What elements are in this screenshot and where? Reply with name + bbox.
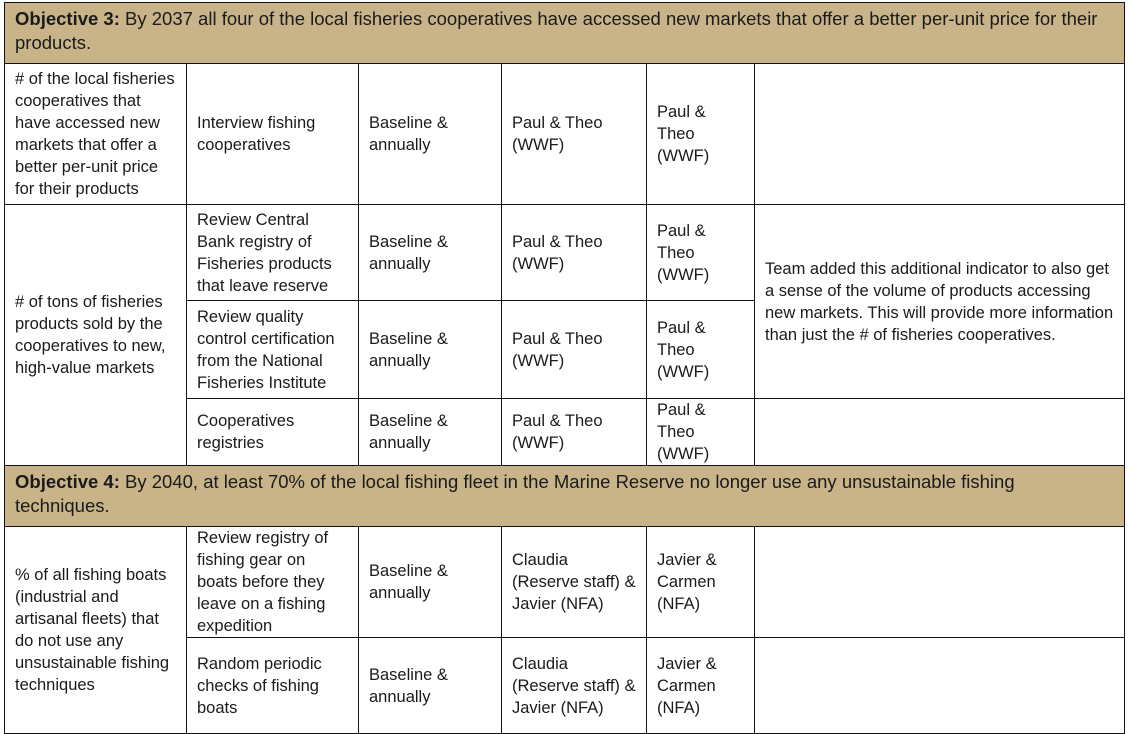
monitoring-plan-table xyxy=(4,2,1125,734)
method-cell: Review registry of fishing gear on boats before they leave on a fishing expedition xyxy=(187,527,359,638)
method-cell: Random periodic checks of fishing boats xyxy=(187,638,359,734)
timing-cell: Baseline & annually xyxy=(359,638,502,734)
method-cell: Interview fishing cooperatives xyxy=(187,64,359,205)
objective-4-text: By 2040, at least 70% of the local fishing fleet in the Marine Reserve no longer use any unsustainable fishing techniques. xyxy=(15,471,1015,516)
objective-3-label: Objective 3: xyxy=(15,8,120,29)
who-cell: Claudia (Reserve staff) & Javier (NFA) xyxy=(502,638,647,734)
table-row xyxy=(5,205,1125,301)
responsible-cell: Paul & Theo (WWF) xyxy=(647,205,755,301)
responsible-cell: Javier & Carmen (NFA) xyxy=(647,527,755,638)
timing-cell: Baseline & annually xyxy=(359,64,502,205)
timing-cell: Baseline & annually xyxy=(359,399,502,466)
comments-cell xyxy=(755,64,1125,205)
table-row xyxy=(5,527,1125,638)
who-cell: Paul & Theo (WWF) xyxy=(502,64,647,205)
timing-cell: Baseline & annually xyxy=(359,301,502,399)
objective-4-header xyxy=(5,466,1125,527)
indicator-cell: # of the local fisheries cooperatives that have accessed new markets that offer a better per-unit price for their products xyxy=(5,64,187,205)
objective-3-text: By 2037 all four of the local fisheries cooperatives have accessed new markets that offer a better per-unit price for their products. xyxy=(15,8,1098,53)
responsible-cell: Paul & Theo (WWF) xyxy=(647,399,755,466)
objective-3-row xyxy=(5,3,1125,64)
objective-4-row xyxy=(5,466,1125,527)
comments-cell xyxy=(755,527,1125,638)
objective-4-label: Objective 4: xyxy=(15,471,120,492)
who-cell: Claudia (Reserve staff) & Javier (NFA) xyxy=(502,527,647,638)
responsible-cell: Paul & Theo (WWF) xyxy=(647,301,755,399)
comments-cell xyxy=(755,399,1125,466)
indicator-cell: # of tons of fisheries products sold by the cooperatives to new, high-value markets xyxy=(5,205,187,466)
responsible-cell: Javier & Carmen (NFA) xyxy=(647,638,755,734)
indicator-cell: % of all fishing boats (industrial and artisanal fleets) that do not use any unsustainable fishing techniques xyxy=(5,527,187,734)
method-cell: Review quality control certification from the National Fisheries Institute xyxy=(187,301,359,399)
objective-3-header xyxy=(5,3,1125,64)
timing-cell: Baseline & annually xyxy=(359,527,502,638)
responsible-cell: Paul & Theo (WWF) xyxy=(647,64,755,205)
who-cell: Paul & Theo (WWF) xyxy=(502,205,647,301)
method-cell: Cooperatives registries xyxy=(187,399,359,466)
comments-cell xyxy=(755,638,1125,734)
method-cell: Review Central Bank registry of Fisheries products that leave reserve xyxy=(187,205,359,301)
comments-cell: Team added this additional indicator to also get a sense of the volume of products accessing new markets. This will provide more information than just the # of fisheries cooperatives. xyxy=(755,205,1125,399)
timing-cell: Baseline & annually xyxy=(359,205,502,301)
who-cell: Paul & Theo (WWF) xyxy=(502,399,647,466)
table-row xyxy=(5,64,1125,205)
who-cell: Paul & Theo (WWF) xyxy=(502,301,647,399)
